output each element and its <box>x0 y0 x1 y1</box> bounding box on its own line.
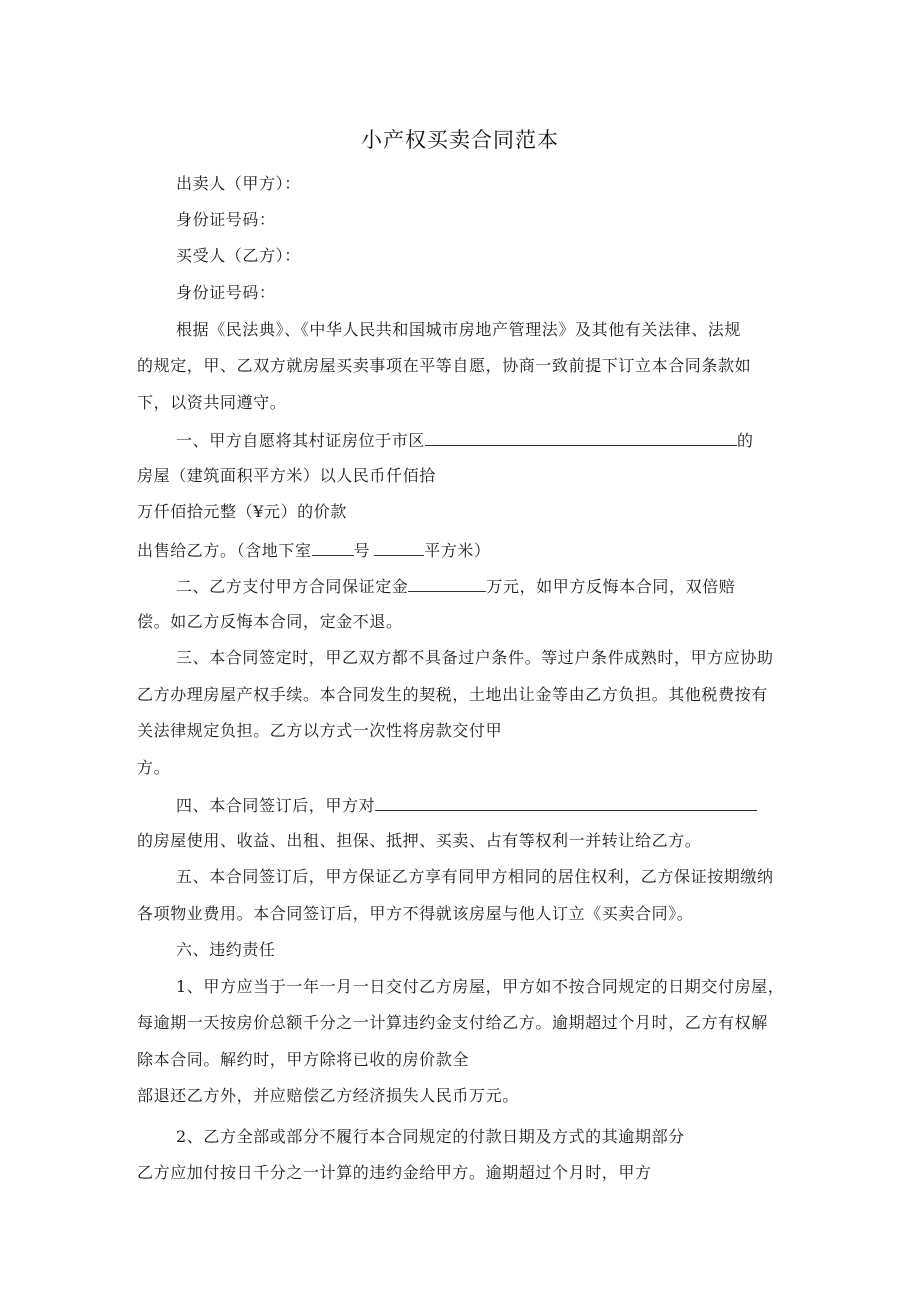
clause6-1-line-2: 每逾期一天按房价总额千分之一计算违约金支付给乙方。逾期超过个月时，乙方有权解 <box>137 1013 768 1032</box>
clause6-1-line-1: 1、甲方应当于一年一月一日交付乙方房屋，甲方如不按合同规定的日期交付房屋， <box>176 977 785 996</box>
clause1-basement-prefix: 出售给乙方。（含地下室 <box>137 541 312 560</box>
clause3-line-4: 方。 <box>137 758 171 777</box>
clause6-2-line-1: 2、乙方全部或部分不履行本合同规定的付款日期及方式的其逾期部分 <box>176 1127 685 1146</box>
clause1-basement-suffix: 平方米） <box>424 541 491 560</box>
seller-id-label: 身份证号码： <box>176 210 276 229</box>
basement-number-blank[interactable] <box>312 539 354 556</box>
clause4-text-prefix: 四、本合同签订后，甲方对 <box>176 796 376 815</box>
property-blank[interactable] <box>375 794 757 811</box>
clause6-title: 六、违约责任 <box>176 940 276 959</box>
clause2-text-prefix: 二、乙方支付甲方合同保证定金 <box>176 577 409 596</box>
clause1-text-prefix: 一、甲方自愿将其村证房位于市区 <box>176 431 426 450</box>
clause2-line-2: 偿。如乙方反悔本合同，定金不退。 <box>137 612 403 631</box>
clause6-2-line-2: 乙方应加付按日千分之一计算的违约金给甲方。逾期超过个月时，甲方 <box>137 1163 652 1182</box>
preamble-line-3: 下，以资共同遵守。 <box>137 393 287 412</box>
basement-area-blank[interactable] <box>374 539 424 556</box>
clause4-line-1 <box>176 794 757 816</box>
clause1-text-suffix: 的 <box>737 431 754 450</box>
deposit-blank[interactable] <box>408 575 486 592</box>
clause5-line-2: 各项物业费用。本合同签订后，甲方不得就该房屋与他人订立《买卖合同》。 <box>137 904 694 923</box>
buyer-id-label: 身份证号码： <box>176 283 276 302</box>
seller-label: 出卖人（甲方）： <box>176 174 301 193</box>
clause1-line-1 <box>176 429 754 451</box>
clause1-basement-mid: 号 <box>353 541 371 560</box>
preamble-line-1: 根据《民法典》、《中华人民共和国城市房地产管理法》及其他有关法律、法规 <box>176 320 742 339</box>
document-title: 小产权买卖合同范本 <box>361 128 559 152</box>
clause3-line-2: 乙方办理房屋产权手续。本合同发生的契税，土地出让金等由乙方负担。其他税费按有 <box>137 685 768 704</box>
clause3-line-3: 关法律规定负担。乙方以方式一次性将房款交付甲 <box>137 721 503 740</box>
location-blank[interactable] <box>425 429 737 446</box>
preamble-line-2: 的规定，甲、乙双方就房屋买卖事项在平等自愿，协商一致前提下订立本合同条款如 <box>137 356 752 375</box>
clause2-line-1 <box>176 575 735 597</box>
clause6-1-line-3: 除本合同。解约时，甲方除将已收的房价款全 <box>137 1050 470 1069</box>
clause5-line-1: 五、本合同签订后，甲方保证乙方享有同甲方相同的居住权利，乙方保证按期缴纳 <box>176 867 774 886</box>
clause4-line-2: 的房屋使用、收益、出租、担保、抵押、买卖、占有等权利一并转让给乙方。 <box>137 831 702 850</box>
buyer-label: 买受人（乙方）： <box>176 246 301 265</box>
clause2-text-suffix: 万元，如甲方反悔本合同，双倍赔 <box>486 577 736 596</box>
clause1-line-4 <box>137 539 491 561</box>
clause3-line-1: 三、本合同签定时，甲乙双方都不具备过户条件。等过户条件成熟时，甲方应协助 <box>176 648 774 667</box>
clause6-1-line-4: 部退还乙方外，并应赔偿乙方经济损失人民币万元。 <box>137 1086 519 1105</box>
clause1-line-3: 万仟佰拾元整（¥元）的价款 <box>137 502 347 521</box>
clause1-line-2: 房屋（建筑面积平方米）以人民币仟佰拾 <box>137 466 436 485</box>
